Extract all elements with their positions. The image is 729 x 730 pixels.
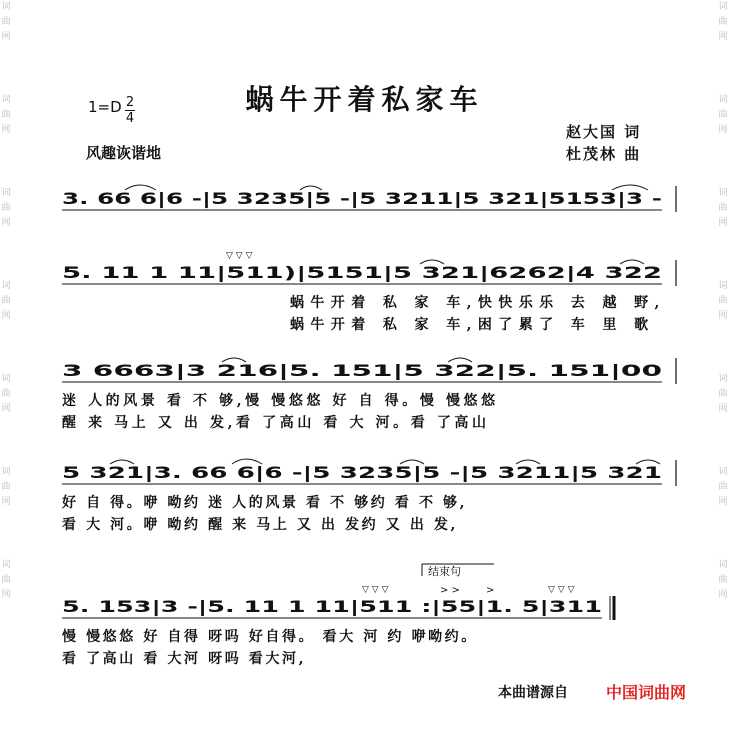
row5-notes: 5. 153|3 -|5. 11 1 11|511 :|55|1. 5|311 <box>62 597 402 616</box>
watermark-text: 词 曲 网 <box>718 374 728 414</box>
song-title: 蜗牛开着私家车 <box>245 83 484 116</box>
row3-notes: 3 6663|3 216|5. 151|5 322|5. 151|00 <box>62 361 388 380</box>
music-row-5 <box>62 564 614 620</box>
composer-credit: 杜茂林 曲 <box>566 145 642 163</box>
watermark-text: 词 曲 网 <box>718 467 728 507</box>
svg-text:▽ ▽ ▽: ▽ ▽ ▽ <box>226 251 253 261</box>
watermark-text: 词 曲 网 <box>718 560 728 600</box>
watermark-text: 词 曲 网 <box>1 95 11 135</box>
watermark-text: 词 曲 网 <box>718 281 728 321</box>
time-numerator: 2 <box>125 95 135 110</box>
watermark-text: 词 曲 网 <box>1 281 11 321</box>
lyrics-row5-line1: 慢 慢悠悠 好 自得 呀吗 好自得。 看大 河 约 咿呦约。 <box>62 629 478 645</box>
watermark-text: 词 曲 网 <box>1 374 11 414</box>
time-denominator: 4 <box>125 111 135 126</box>
watermark-text: 词 曲 网 <box>1 467 11 507</box>
watermark-text: 词 曲 网 <box>718 95 728 135</box>
watermark-text: 词 曲 网 <box>1 188 11 228</box>
svg-text:>: > <box>486 585 495 596</box>
watermark-text: 词 曲 网 <box>718 2 728 42</box>
music-row-2 <box>62 251 676 286</box>
tempo-mark: 风趣诙谐地 <box>86 144 162 162</box>
source-site-link[interactable]: 中国词曲网 <box>606 683 687 702</box>
music-row-1 <box>62 185 676 212</box>
row1-notes: 3. 66 6|6 -|5 3235|5 -|5 3211|5 321|5153|3 - <box>62 189 452 208</box>
svg-text:▽ ▽ ▽: ▽ ▽ ▽ <box>362 585 389 595</box>
row2-notes: 5. 11 1 11|511)|5151|5 321|6262|4 322 <box>62 263 411 282</box>
watermark-text: 词 曲 网 <box>1 2 11 42</box>
watermark-text: 词 曲 网 <box>718 188 728 228</box>
lyrics-row4-line2: 看 大 河。咿 呦约 醒 来 马上 又 出 发约 又 出 发, <box>62 517 458 533</box>
lyrics-row5-line2: 看 了高山 看 大河 呀吗 看大河, <box>62 651 307 667</box>
lyrics-row2-line2: 蜗牛开着 私 家 车,困了累了 车 里 歌 <box>290 317 655 333</box>
row4-notes: 5 321|3. 66 6|6 -|5 3235|5 -|5 3211|5 321 <box>62 463 429 482</box>
svg-text:▽ ▽ ▽: ▽ ▽ ▽ <box>548 585 575 595</box>
svg-text:> >: > > <box>440 585 460 596</box>
music-row-4 <box>62 459 676 486</box>
lyrics-row3-line1: 迷 人的风景 看 不 够,慢 慢悠悠 好 自 得。慢 慢悠悠 <box>62 393 499 409</box>
music-row-3 <box>62 358 676 384</box>
lyrics-row3-line2: 醒 来 马上 又 出 发,看 了高山 看 大 河。看 了高山 <box>62 415 490 431</box>
lyrics-row4-line1: 好 自 得。咿 呦约 迷 人的风景 看 不 够约 看 不 够, <box>62 495 468 511</box>
watermark-text: 词 曲 网 <box>1 560 11 600</box>
lyrics-row2-line1: 蜗牛开着 私 家 车,快快乐乐 去 越 野, <box>290 295 666 311</box>
lyricist-credit: 赵大国 词 <box>566 123 642 141</box>
ending-label: 结束句 <box>428 565 461 578</box>
key-text: 1=D <box>88 98 122 116</box>
source-prefix: 本曲谱源自 <box>498 685 568 701</box>
